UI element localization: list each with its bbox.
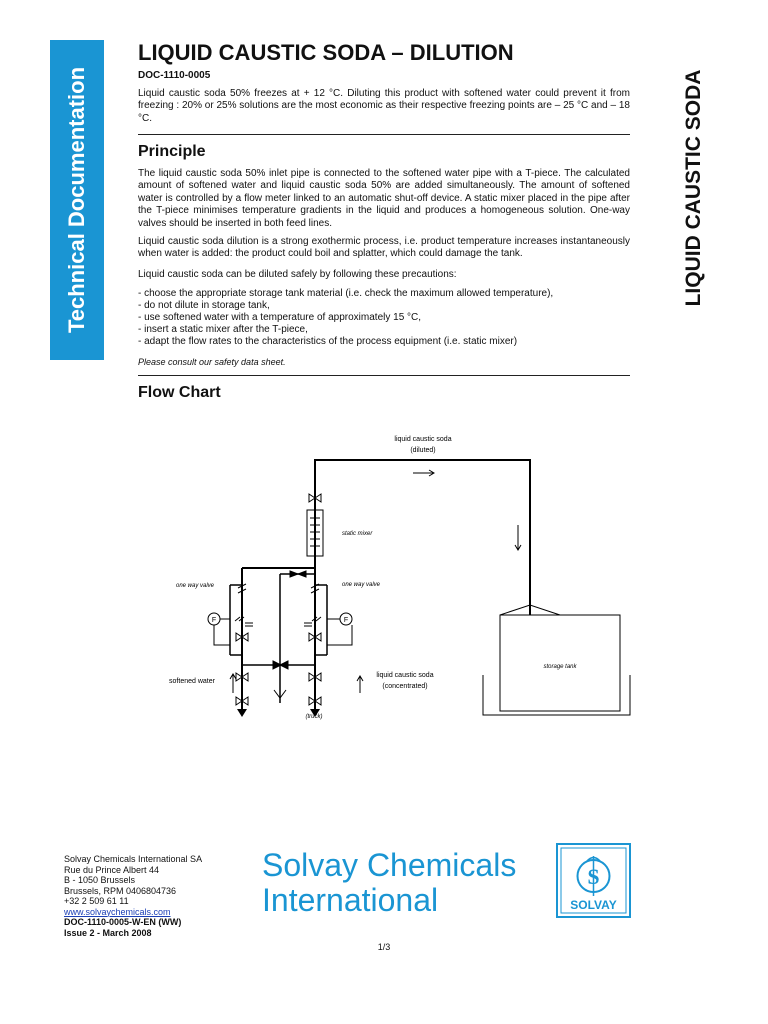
list-item: - choose the appropriate storage tank material (i.e. check the maximum allowed temperature), (138, 288, 554, 299)
page-title: LIQUID CAUSTIC SODA – DILUTION (138, 40, 514, 65)
list-item: - use softened water with a temperature of approximately 15 °C, (138, 312, 422, 323)
list-item: - do not dilute in storage tank, (138, 300, 270, 311)
solvay-logo (556, 843, 631, 918)
principle-paragraph-1: The liquid caustic soda 50% inlet pipe is connected to the softened water pipe with a T-piece. The calculated amount of softened water and liquid caustic soda 50% are added simultaneously. The amount of softened water is controlled by a flow meter linked to an automatic shut-off device. A static mixer placed in the pipe after the T-piece minimises temperature gradients in the liquid and produces a homogeneous solution. One-way valves should be inserted in both feed lines. (138, 168, 630, 229)
label-one-way-left: one way valve (176, 583, 215, 589)
phone: +32 2 509 61 11 (64, 896, 129, 906)
rpm: Brussels, RPM 0406804736 (64, 885, 177, 896)
divider (138, 375, 630, 376)
doc-number: DOC-1110-0005 (138, 70, 211, 81)
flow-chart-heading: Flow Chart (138, 384, 221, 401)
flow-meter-left-icon: F (211, 617, 217, 624)
issue-date: Issue 2 - March 2008 (64, 927, 152, 938)
principle-paragraph-2: Liquid caustic soda dilution is a strong exothermic process, i.e. product temperature increases instantaneously when water is added: the product could boil and splatter, which could damage the tank. (138, 236, 630, 260)
brand-line-1: Solvay Chemicals (262, 847, 517, 883)
technical-documentation-band (50, 40, 104, 360)
divider (138, 134, 630, 135)
side-title-text: LIQUID CAUSTIC SODA (682, 69, 705, 306)
label-diluted-1: liquid caustic soda (394, 436, 452, 443)
city: B - 1050 Brussels (64, 875, 136, 885)
brand-name (262, 848, 516, 918)
label-diluted-2: (diluted) (410, 447, 436, 454)
label-storage-tank: storage tank (543, 664, 577, 670)
brand-line-2: International (262, 882, 439, 918)
flow-chart-diagram (130, 425, 640, 725)
list-item: - adapt the flow rates to the characteristics of the process equipment (i.e. static mixer) (138, 336, 518, 347)
logo-text: SOLVAY (570, 898, 617, 912)
precautions-list (138, 288, 630, 348)
label-softened-water: softened water (169, 678, 215, 685)
company-address (64, 854, 202, 938)
label-concentrated-1: liquid caustic soda (376, 672, 434, 679)
doc-reference: DOC-1110-0005-W-EN (WW) (64, 917, 182, 927)
company-name: Solvay Chemicals International SA (64, 854, 203, 864)
label-static-mixer: static mixer (342, 531, 373, 537)
intro-paragraph: Liquid caustic soda 50% freezes at + 12 °C. Diluting this product with softened water could prevent it from freezing : 20% or 25% solutions are the most economic as their respective freezing points are – 25 °C and – 18 °C. (138, 88, 630, 124)
list-item: - insert a static mixer after the T-piece, (138, 324, 308, 335)
street: Rue du Prince Albert 44 (64, 864, 160, 875)
flow-meter-right-icon: F (343, 617, 349, 624)
safety-note: Please consult our safety data sheet. (138, 357, 286, 367)
principle-paragraph-3: Liquid caustic soda can be diluted safely by following these precautions: (138, 269, 457, 280)
label-truck: (truck) (305, 714, 323, 720)
principle-heading: Principle (138, 143, 206, 160)
website-link[interactable]: www.solvaychemicals.com (64, 906, 171, 917)
side-title (676, 55, 712, 320)
page-number: 1/3 (377, 942, 391, 952)
label-one-way-right: one way valve (342, 582, 381, 588)
label-concentrated-2: (concentrated) (382, 683, 428, 690)
side-band-label: Technical Documentation (64, 66, 89, 334)
logo-mark: S (587, 864, 600, 889)
